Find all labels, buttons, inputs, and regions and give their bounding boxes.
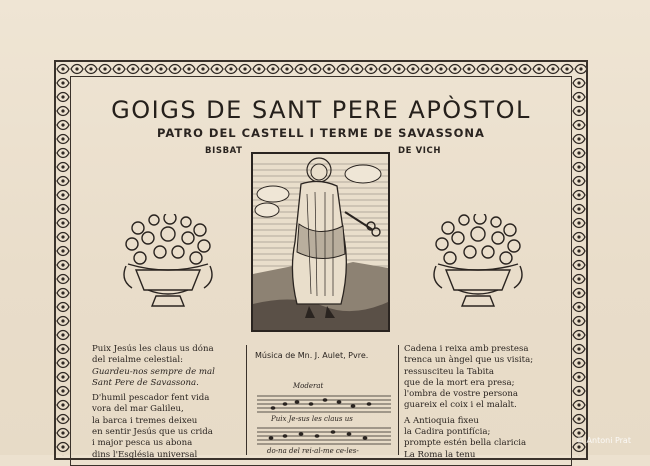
- verse-line: del reialme celestial:: [92, 355, 183, 366]
- verse-line: Puix Jesús les claus us dóna: [92, 344, 214, 354]
- verse-line: i major pesca us abona: [92, 438, 193, 449]
- verse-line: ressusciteu la Tabita: [404, 366, 494, 377]
- flower-vase-left: [118, 214, 218, 312]
- photo-credit-watermark: © Antoni Prat: [576, 436, 631, 445]
- verse-line: prompte estén bella claricia: [404, 438, 527, 449]
- verse-line: La Roma la tenu: [404, 449, 476, 460]
- refrain-line: Guardeu-nos sempre de mal: [92, 366, 215, 377]
- music-lyrics-line-1: Puix Je-sus les claus us: [271, 415, 353, 423]
- music-tempo: Moderat: [293, 382, 324, 390]
- diocese-label-left: BISBAT: [205, 146, 243, 156]
- verse-line: A Antioquia fixeu: [404, 415, 479, 426]
- verse-line: trenca un àngel que us visita;: [404, 355, 534, 366]
- diocese-label-right: DE VICH: [398, 146, 442, 156]
- refrain-line: Sant Pere de Savassona.: [92, 377, 199, 388]
- verses-left-column: [92, 344, 242, 461]
- music-credit: Música de Mn. J. Aulet, Pvre.: [255, 351, 369, 360]
- verses-right-column: [404, 344, 564, 461]
- verse-line: Cadena i reixa amb prestesa: [404, 344, 529, 354]
- page-title: GOIGS DE SANT PERE APÒSTOL: [111, 96, 531, 124]
- verse-line: en sentir Jesús que us crida: [92, 427, 213, 438]
- verse-line: dins l'Església universal: [92, 449, 198, 460]
- flower-vase-right: [428, 214, 528, 312]
- column-divider-left: [246, 345, 247, 455]
- music-score: [253, 378, 395, 455]
- column-divider-right: [398, 345, 399, 455]
- verse-line: la Cadira pontifícia;: [404, 427, 491, 438]
- verse-line: l'ombra de vostre persona: [404, 389, 518, 400]
- verse-line: D'humil pescador fent vida: [92, 393, 210, 404]
- saint-peter-woodcut: [251, 152, 390, 332]
- verse-line: guareix el coix i el malalt.: [404, 400, 517, 411]
- music-lyrics-line-2: do-na del rei-al-me ce-les-: [267, 447, 359, 455]
- verse-line: que de la mort era presa;: [404, 377, 515, 388]
- verse-line: la barca i tremes deixeu: [92, 415, 198, 426]
- page-subtitle: PATRO DEL CASTELL I TERME DE SAVASSONA: [157, 126, 485, 140]
- verse-line: vora del mar Galileu,: [92, 404, 184, 415]
